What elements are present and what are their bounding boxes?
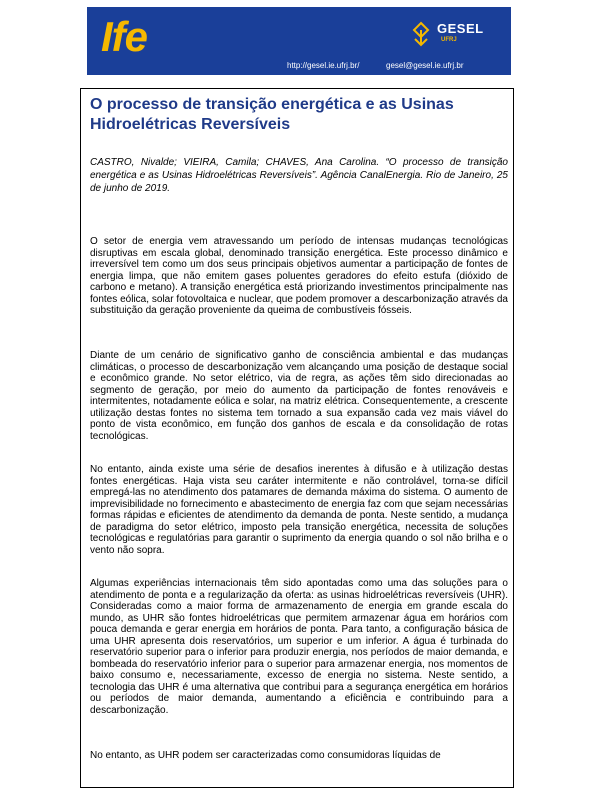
article-citation: CASTRO, Nivalde; VIEIRA, Camila; CHAVES, Ana Carolina. “O processo de transição energética e as Usinas Hidroelétricas Reversíveis”. Agência CanalEnergia. Rio de Janeiro, 25 de junho de 2019. [90, 157, 508, 194]
header-email-link[interactable]: gesel@gesel.ie.ufrj.br [386, 61, 464, 70]
title-line-2: Hidroelétricas Reversíveis [90, 116, 291, 133]
ife-logo: Ife [101, 13, 148, 60]
gesel-logo-icon [410, 21, 432, 47]
header-banner [87, 7, 511, 75]
gesel-brand-sub: UFRJ [441, 37, 457, 43]
paragraph-5: No entanto, as UHR podem ser caracterizadas como consumidoras líquidas de [90, 750, 441, 761]
header-url-link[interactable]: http://gesel.ie.ufrj.br/ [287, 61, 360, 70]
title-line-1: O processo de transição energética e as Usinas [90, 96, 454, 113]
gesel-brand: GESEL [437, 21, 484, 36]
paragraph-4: Algumas experiências internacionais têm sido apontadas como uma das soluções para o atendimento de ponta e a regularização da oferta: as usinas hidroelétricas reversíveis (UHR). Consideradas como a maior forma de armazenamento de energia em grande escala do mundo, as UHR são fontes hidroelétricas que permitem armazenar água em horários com pouca demanda e gerar energia em horários de ponta. Para tanto, a configuração básica de uma UHR apresenta dois reservatórios, um superior e um inferior. A água é turbinada do reservatório superior para o inferior para produzir energia, nos períodos de maior demanda, e bombeada do reservatório inferior para o superior para armazenar energia, nos momentos de baixo consumo e, necessariamente, excesso de energia no sistema. Neste sentido, a tecnologia das UHR é uma alternativa que contribui para a segurança energética em horários ou períodos de maior demanda, aumentando a eficiência e contribuindo para a descarbonização. [90, 578, 508, 716]
paragraph-1: O setor de energia vem atravessando um período de intensas mudanças tecnológicas disruptivas em escala global, denominado transição energética. Este processo dinâmico e irreversível tem como um dos seus principais objetivos aumentar a participação de fontes de energia limpa, que não emitem gases poluentes geradores do efeito estufa (dióxido de carbono e metano). A transição energética está priorizando investimentos principalmente nas fontes eólica, solar fotovoltaica e nuclear, que podem promover a descarbonização através da substituição da geração proveniente da queima de combustíveis fósseis. [90, 236, 508, 316]
article-title [90, 95, 510, 135]
paragraph-2: Diante de um cenário de significativo ganho de consciência ambiental e das mudanças climáticas, o processo de descarbonização vem alcançando uma posição de destaque social e econômico grande. No setor elétrico, via de regra, as ações têm sido direcionadas ao segmento de geração, por meio do aumento da participação de fontes renováveis e intermitentes, notadamente eólica e solar, na matriz elétrica. Consequentemente, a crescente utilização destas fontes no sistema tem tornado a sua expansão cada vez mais viável do ponto de vista econômico, em função dos ganhos de escala e da consolidação de rotas tecnológicas. [90, 350, 508, 442]
paragraph-3: No entanto, ainda existe uma série de desafios inerentes à difusão e à utilização destas fontes energéticas. Haja vista seu caráter intermitente e não controlável, torna-se difícil empregá-las no atendimento dos patamares de demanda máxima do sistema. O aumento de imprevisibilidade no fornecimento e abastecimento de energia faz com que sejam necessárias formas rápidas e eficientes de atendimento da demanda de ponta. Neste sentido, a mudança de paradigma do setor elétrico, imposto pela transição energética, necessita de soluções tecnológicas e regulatórias para garantir o suprimento da energia quando o sol não brilha e o vento não sopra. [90, 464, 508, 556]
